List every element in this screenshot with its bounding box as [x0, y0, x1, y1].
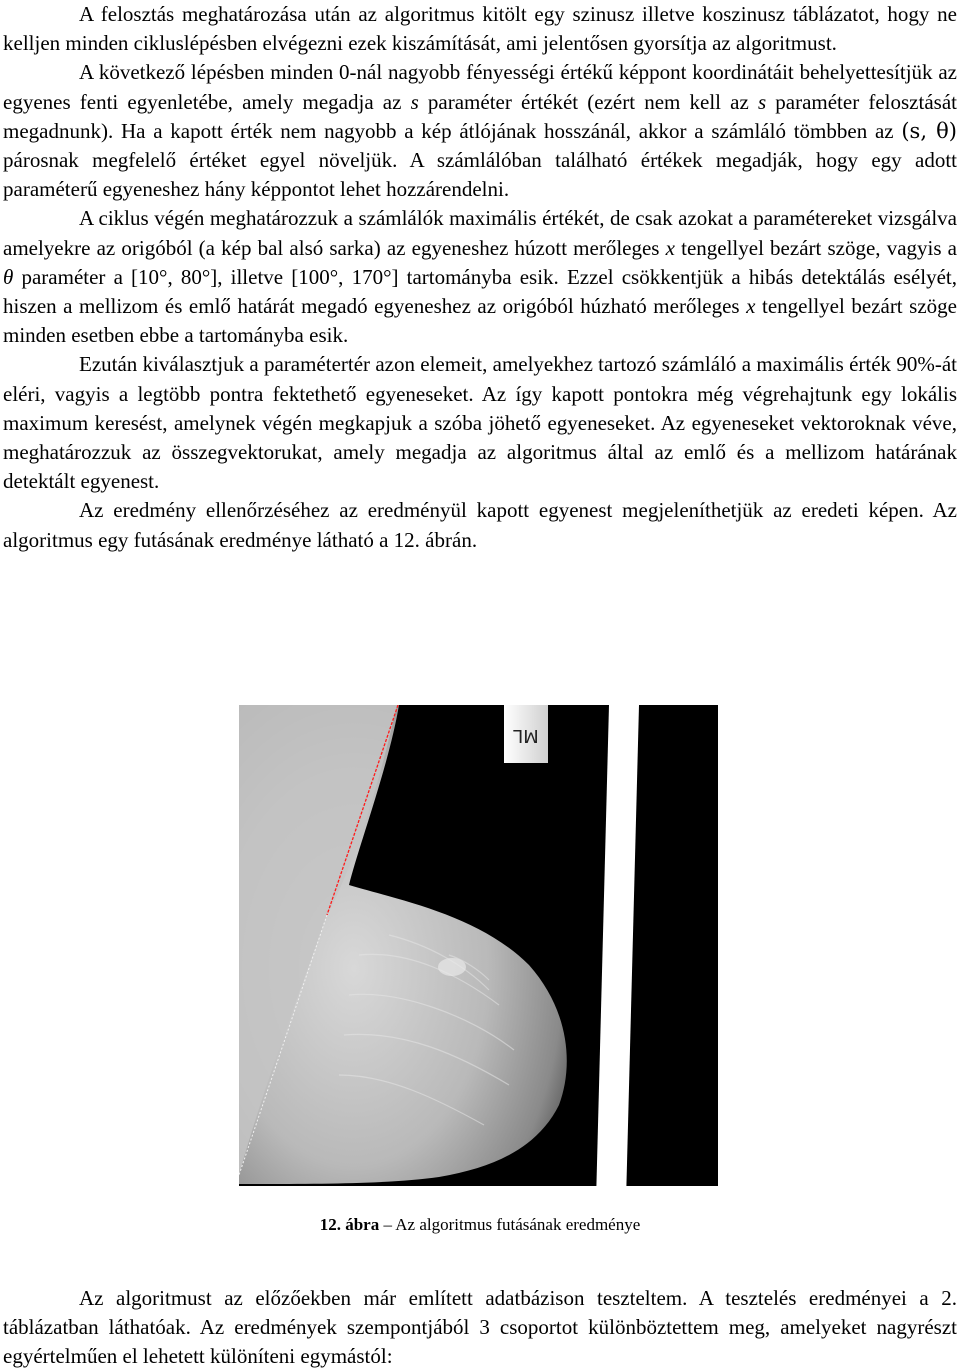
dense-spot — [438, 958, 466, 976]
figure-caption-text: – Az algoritmus futásának eredménye — [379, 1215, 641, 1234]
paragraph-4: Ezután kiválasztjuk a paramétertér azon elemeit, amelyekhez tartozó számláló a maximális érték 90%-át eléri, vagyis a legtöbb pontra fektethető egyeneseket. Az így kapott pontokra még végrehajtunk egy lokális maximum keresést, amelynek végén megkapjuk a szóba jöhető egyeneseket. Az egyeneseket vektoroknak véve, meghatározzuk az összegvektorukat, amely megadja az algoritmus által az emlő és a mellizom határának detektált egyenest. — [3, 352, 957, 494]
mammogram-figure — [239, 705, 718, 1186]
figure-caption — [0, 1210, 960, 1239]
paragraph-2: A következő lépésben minden 0-nál nagyobb fényességi értékű képpont koordinátáit behelyettesítjük az egyenes fenti egyenletébe, amely megadja az s paraméter értékét (ezért nem kell az s paraméter felosztását megadnunk). Ha a kapott érték nem nagyobb a kép átlójának hosszánál, akkor a számláló tömbben az (s, θ) párosnak megfelelő értéket egyel növeljük. A számlálóban található értékek megadják, hogy egy adott paraméterű egyeneshez hány képpontot lehet hozzárendelni. — [3, 60, 957, 202]
s-theta-pair: (s, θ) — [901, 118, 957, 143]
figure-number: 12. ábra — [319, 1215, 380, 1234]
text-block-lower — [3, 1284, 957, 1372]
mammogram-image — [239, 705, 718, 1186]
paragraph-5: Az eredmény ellenőrzéséhez az eredményül kapott egyenest megjeleníthetjük az eredeti képen. Az algoritmus egy futásának eredménye látható a 12. ábrán. — [3, 498, 957, 552]
paragraph-6: Az algoritmust az előzőekben már említett adatbázison teszteltem. A tesztelés eredményei a 2. táblázatban láthatóak. Az eredmények szempontjából 3 csoportot különböztettem meg, amelyeket nagyrészt egyértelműen el lehetett különíteni egymástól: — [3, 1286, 957, 1369]
text-block-upper — [3, 0, 957, 555]
marker-label: ML — [513, 725, 539, 746]
paragraph-3: A ciklus végén meghatározzuk a számlálók maximális értékét, de csak azokat a paramétereket vizsgálva amelyekre az origóból (a kép bal alsó sarka) az egyeneshez húzott merőleges x tengellyel bezárt szöge, vagyis a θ paraméter a [10°, 80°], illetve [100°, 170°] tartományba esik. Ezzel csökkentjük a hibás detektálás esélyét, hiszen a mellizom és emlő határát megadó egyeneshez az origóból húzható merőleges x tengellyel bezárt szöge minden esetben ebbe a tartományba esik. — [3, 206, 958, 348]
paragraph-1: A felosztás meghatározása után az algoritmus kitölt egy szinusz illetve koszinusz táblázatot, hogy ne kelljen minden cikluslépésben elvégezni ezek kiszámítását, ami jelentősen gyorsítja az algoritmust. — [3, 2, 957, 56]
